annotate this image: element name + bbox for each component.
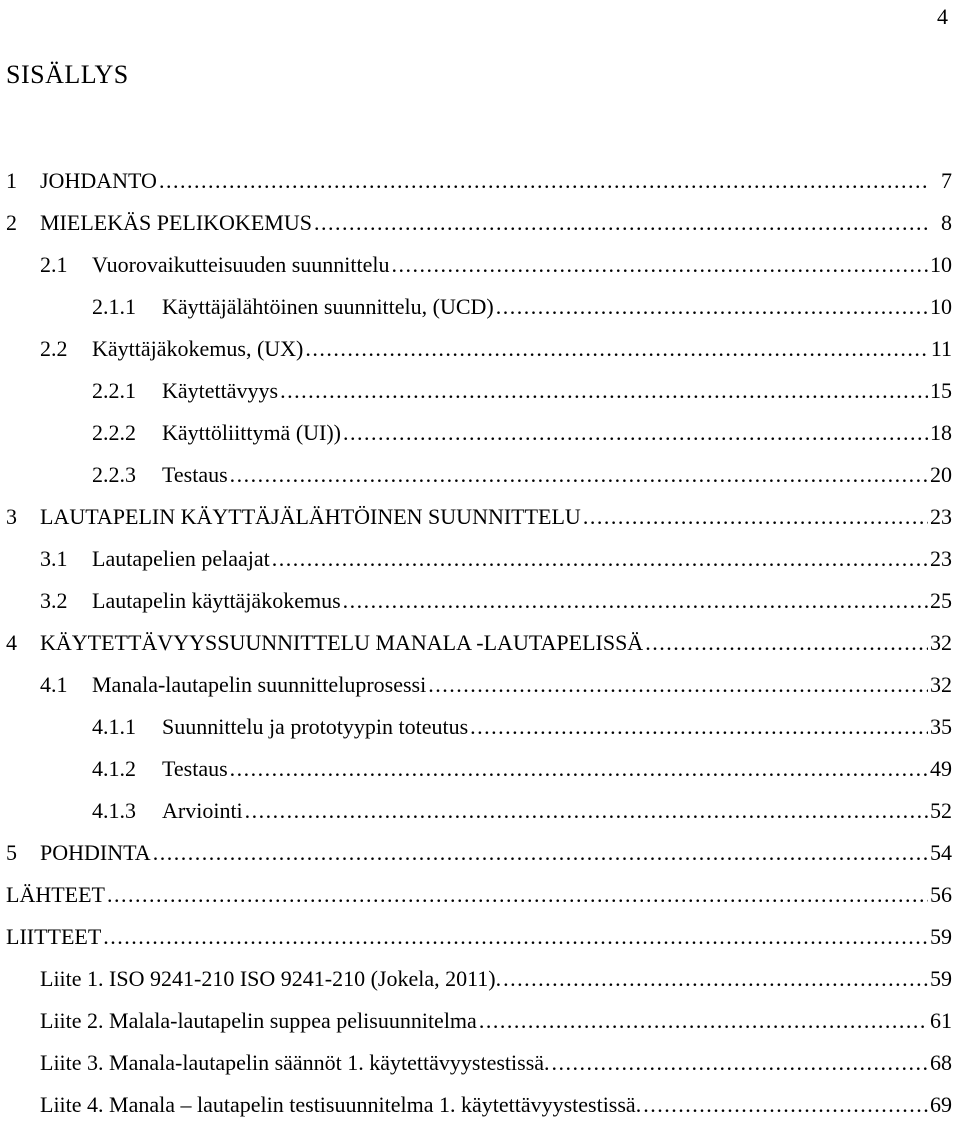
toc-entry[interactable] [0,420,952,462]
toc-entry-title: Käyttäjäkokemus, (UX) [92,336,304,361]
dot-leader [479,1008,928,1034]
toc-entry[interactable] [0,756,952,798]
toc-entry-title: Lautapelin käyttäjäkokemus [92,588,341,613]
dot-leader [470,714,928,740]
dot-leader [343,420,928,446]
toc-entry-title: Manala-lautapelin suunnitteluprosessi [92,672,427,697]
toc-entry-page: 23 [930,546,952,571]
toc-entry-number: 2.2.3 [92,462,136,487]
toc-entry-title: Käyttäjälähtöinen suunnittelu, (UCD) [162,294,494,319]
page-number: 4 [937,4,948,29]
toc-entry-number: 2.2 [40,336,68,361]
dot-leader [583,504,928,530]
dot-leader [428,672,928,698]
toc-entry[interactable] [0,336,952,378]
toc-entry[interactable] [0,504,952,546]
toc-entry-number: 4 [6,630,17,655]
toc-entry-page: 10 [930,294,952,319]
dot-leader [305,336,928,362]
toc-entry-page: 18 [930,420,952,445]
toc-entry-page: 10 [930,252,952,277]
toc-entry[interactable] [0,252,952,294]
toc-entry-number: 2.1 [40,252,68,277]
toc-entry-page: 49 [930,756,952,781]
toc-entry-title: LAUTAPELIN KÄYTTÄJÄLÄHTÖINEN SUUNNITTELU [40,504,581,529]
toc-entry-number: 3.2 [40,588,68,613]
toc-entry[interactable] [0,1008,952,1050]
dot-leader [645,630,928,656]
toc-entry-title: Liite 3. Manala-lautapelin säännöt 1. käytettävyystestissä. [40,1050,550,1075]
toc-entry-page: 32 [930,630,952,655]
dot-leader [496,294,928,320]
toc-entry[interactable] [0,588,952,630]
dot-leader [159,168,930,194]
toc-entry-title: Liite 4. Manala – lautapelin testisuunnitelma 1. käytettävyystestissä. [40,1092,642,1117]
toc-entry[interactable] [0,1092,952,1134]
toc-entry-page: 32 [930,672,952,697]
toc-entry[interactable] [0,798,952,840]
toc-entry-number: 4.1 [40,672,68,697]
toc-entry-title: Käytettävyys [162,378,279,403]
toc-entry-page: 68 [930,1050,952,1075]
toc-entry-page: 7 [941,168,952,193]
toc-entry[interactable] [0,378,952,420]
toc-entry-number: 2.2.2 [92,420,136,445]
toc-entry-number: 3.1 [40,546,68,571]
dot-leader [230,756,928,782]
toc-entry-title: Testaus [162,756,228,781]
dot-leader [245,798,928,824]
table-of-contents [0,168,952,1134]
toc-entry-page: 59 [930,924,952,949]
toc-entry-number: 3 [6,504,17,529]
toc-entry-title: POHDINTA [40,840,151,865]
toc-entry-page: 56 [930,882,952,907]
toc-entry-title: Vuorovaikutteisuuden suunnittelu [92,252,390,277]
toc-entry-title: JOHDANTO [40,168,157,193]
toc-entry-title: Suunnittelu ja prototyypin toteutus [162,714,469,739]
toc-entry[interactable] [0,840,952,882]
toc-entry-page: 23 [930,504,952,529]
dot-leader [343,588,928,614]
dot-leader [503,966,928,992]
toc-entry[interactable] [0,294,952,336]
toc-entry[interactable] [0,462,952,504]
dot-leader [643,1092,928,1118]
toc-entry-title: Liite 1. ISO 9241-210 ISO 9241-210 (Jokela, 2011). [40,966,502,991]
toc-entry-title: LÄHTEET [6,882,105,907]
toc-entry-number: 1 [6,168,17,193]
toc-entry-number: 4.1.1 [92,714,136,739]
toc-entry[interactable] [0,924,952,966]
toc-entry-page: 11 [930,336,952,361]
toc-entry[interactable] [0,966,952,1008]
toc-entry-title: Käyttöliittymä (UI)) [162,420,342,445]
toc-entry[interactable] [0,882,952,924]
dot-leader [153,840,928,866]
toc-entry-page: 15 [930,378,952,403]
toc-entry[interactable] [0,210,952,252]
dot-leader [272,546,928,572]
toc-entry-page: 20 [930,462,952,487]
dot-leader [280,378,928,404]
dot-leader [103,924,928,950]
dot-leader [107,882,928,908]
toc-entry-title: MIELEKÄS PELIKOKEMUS [40,210,312,235]
toc-entry-page: 61 [930,1008,952,1033]
toc-entry[interactable] [0,630,952,672]
toc-entry-title: KÄYTETTÄVYYSSUUNNITTELU MANALA -LAUTAPELISSÄ [40,630,644,655]
toc-entry-title: Arviointi [162,798,243,823]
toc-entry-number: 4.1.2 [92,756,136,781]
toc-entry-page: 69 [930,1092,952,1117]
dot-leader [314,210,930,236]
toc-entry-page: 25 [930,588,952,613]
toc-entry-page: 54 [930,840,952,865]
toc-entry[interactable] [0,672,952,714]
toc-entry-title: Testaus [162,462,228,487]
toc-entry[interactable] [0,546,952,588]
toc-entry[interactable] [0,168,952,210]
toc-entry-page: 52 [930,798,952,823]
toc-entry-number: 5 [6,840,17,865]
dot-leader [391,252,928,278]
toc-entry-number: 2 [6,210,17,235]
toc-entry-number: 2.2.1 [92,378,136,403]
toc-entry-title: LIITTEET [6,924,102,949]
toc-title: SISÄLLYS [6,60,129,89]
toc-entry[interactable] [0,714,952,756]
toc-entry-title: Lautapelien pelaajat [92,546,270,571]
toc-entry-title: Liite 2. Malala-lautapelin suppea pelisuunnitelma [40,1008,477,1033]
toc-entry-page: 8 [941,210,952,235]
toc-entry-page: 35 [930,714,952,739]
toc-entry-number: 4.1.3 [92,798,136,823]
toc-entry-page: 59 [930,966,952,991]
toc-entry-number: 2.1.1 [92,294,136,319]
dot-leader [230,462,928,488]
dot-leader [552,1050,928,1076]
toc-entry[interactable] [0,1050,952,1092]
